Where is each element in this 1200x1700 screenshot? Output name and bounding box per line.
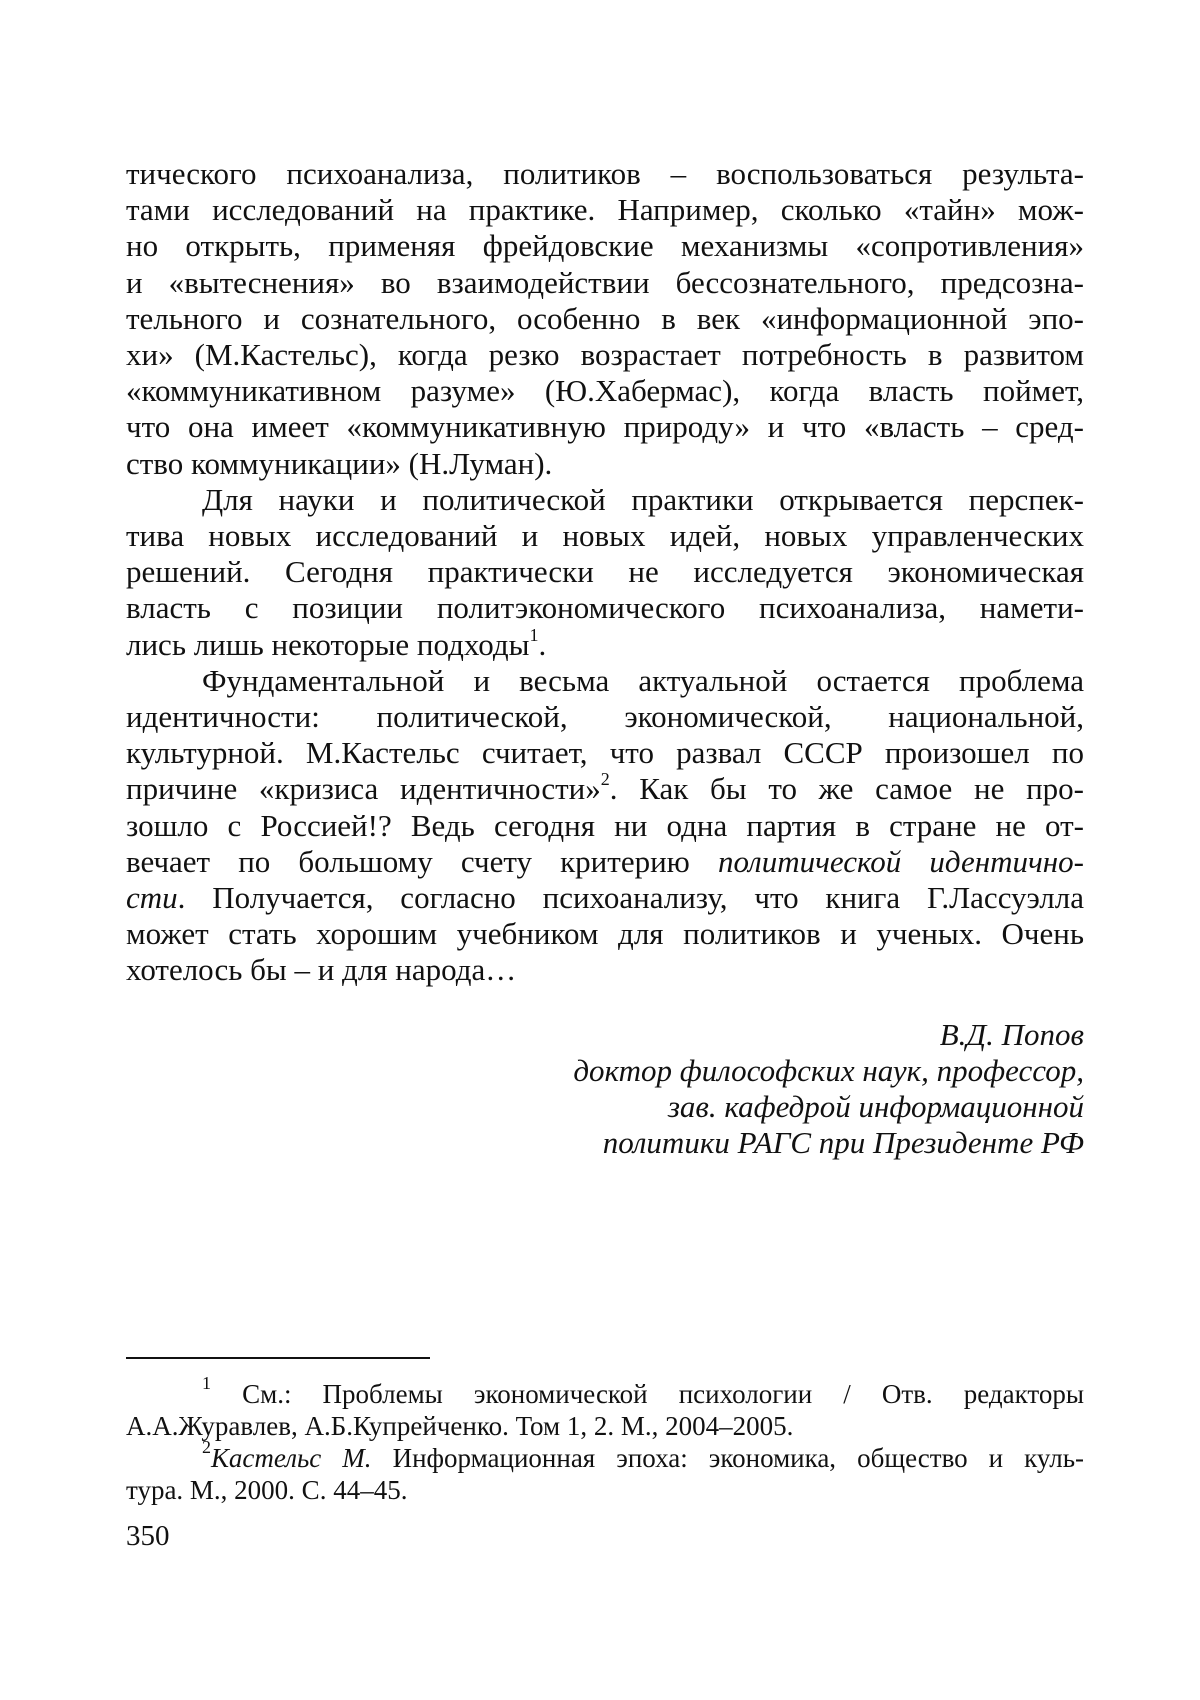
author-title-line: зав. кафедрой информационной [667,1089,1084,1124]
text-line: тами исследований на практике. Например, сколько «тайн» мож- [126,192,1084,228]
footnote-line: А.А.Журавлев, А.Б.Купрейченко. Том 1, 2. М., 2004–2005. [126,1411,794,1441]
text-segment: . Как бы то же самое не про- [609,771,1085,807]
text-line: но открыть, применяя фрейдовские механизмы «сопротивления» [126,228,1084,264]
footnotes [126,1373,1084,1506]
text-segment: . [538,626,547,662]
text-line [126,771,1084,807]
text-segment: См.: Проблемы экономической психологии / Отв. редакторы [211,1379,1084,1409]
footnote-1 [126,1373,1084,1442]
text-segment: вечает по большому счету критерию [126,843,690,879]
text-line: Фундаментальной и весьма актуальной остается проблема [202,662,1084,698]
footnote-author: Кастельс М. [211,1443,372,1473]
footnote-2 [126,1437,1084,1506]
footnote-divider [126,1357,430,1359]
footnote-line [126,1437,1084,1474]
text-line: и «вытеснения» во взаимодействии бессознательного, предсозна- [126,264,1084,300]
author-title-line: доктор философских наук, профессор, [573,1053,1084,1088]
author-title-line: политики РАГС при Президенте РФ [602,1125,1084,1160]
text-line [126,624,1084,663]
text-line: «коммуникативном разуме» (Ю.Хабермас), когда власть поймет, [126,373,1084,409]
text-segment: лись лишь некоторые подходы [126,626,530,662]
text-line: решений. Сегодня практически не исследуется экономическая [126,554,1084,590]
paragraph-1 [126,156,1084,482]
text-segment: . Получается, согласно психоанализу, что книга Г.Лассуэлла [177,880,1084,916]
text-line: тива новых исследований и новых идей, новых управленческих [126,518,1084,554]
text-line: хи» (М.Кастельс), когда резко возрастает потребность в развитом [126,337,1084,373]
page-number: 350 [126,1520,170,1552]
main-text [126,156,1084,989]
italic-term: политической идентично- [717,843,1084,879]
footnote-marker: 2 [202,1437,211,1457]
text-segment: Информационная эпоха: экономика, общество и куль- [371,1443,1084,1473]
paragraph-3 [126,663,1084,989]
text-line [126,844,1084,880]
text-line: зошло с Россией!? Ведь сегодня ни одна партия в стране не от- [126,807,1084,843]
text-line: культурной. М.Кастельс считает, что развал СССР произошел по [126,735,1084,771]
footnote-line: тура. М., 2000. С. 44–45. [126,1475,408,1505]
text-line: ство коммуникации» (Н.Луман). [126,445,553,481]
text-line: тельного и сознательного, особенно в век «информационной эпо- [126,300,1084,336]
text-line: тического психоанализа, политиков – воспользоваться результа- [126,156,1084,191]
text-line: что она имеет «коммуникативную природу» и что «власть – сред- [126,409,1084,445]
footnote-marker: 1 [202,1373,211,1393]
footnote-ref-2[interactable]: 2 [600,769,610,790]
paragraph-2 [126,482,1084,663]
footnote-ref-1[interactable]: 1 [529,624,539,645]
text-line: власть с позиции политэкономического психоанализа, намети- [126,590,1084,626]
footnote-line [126,1373,1084,1410]
text-line: Для науки и политической практики открывается перспек- [202,481,1084,517]
author-signature [573,1017,1084,1161]
text-segment: причине «кризиса идентичности» [126,771,601,807]
text-line: хотелось бы – и для народа… [126,952,517,988]
text-line: идентичности: политической, экономической, национальной, [126,699,1084,735]
italic-term: сти [126,880,178,916]
author-name: В.Д. Попов [939,1017,1084,1052]
text-line: может стать хорошим учебником для политиков и ученых. Очень [126,916,1084,952]
text-line [126,880,1084,916]
